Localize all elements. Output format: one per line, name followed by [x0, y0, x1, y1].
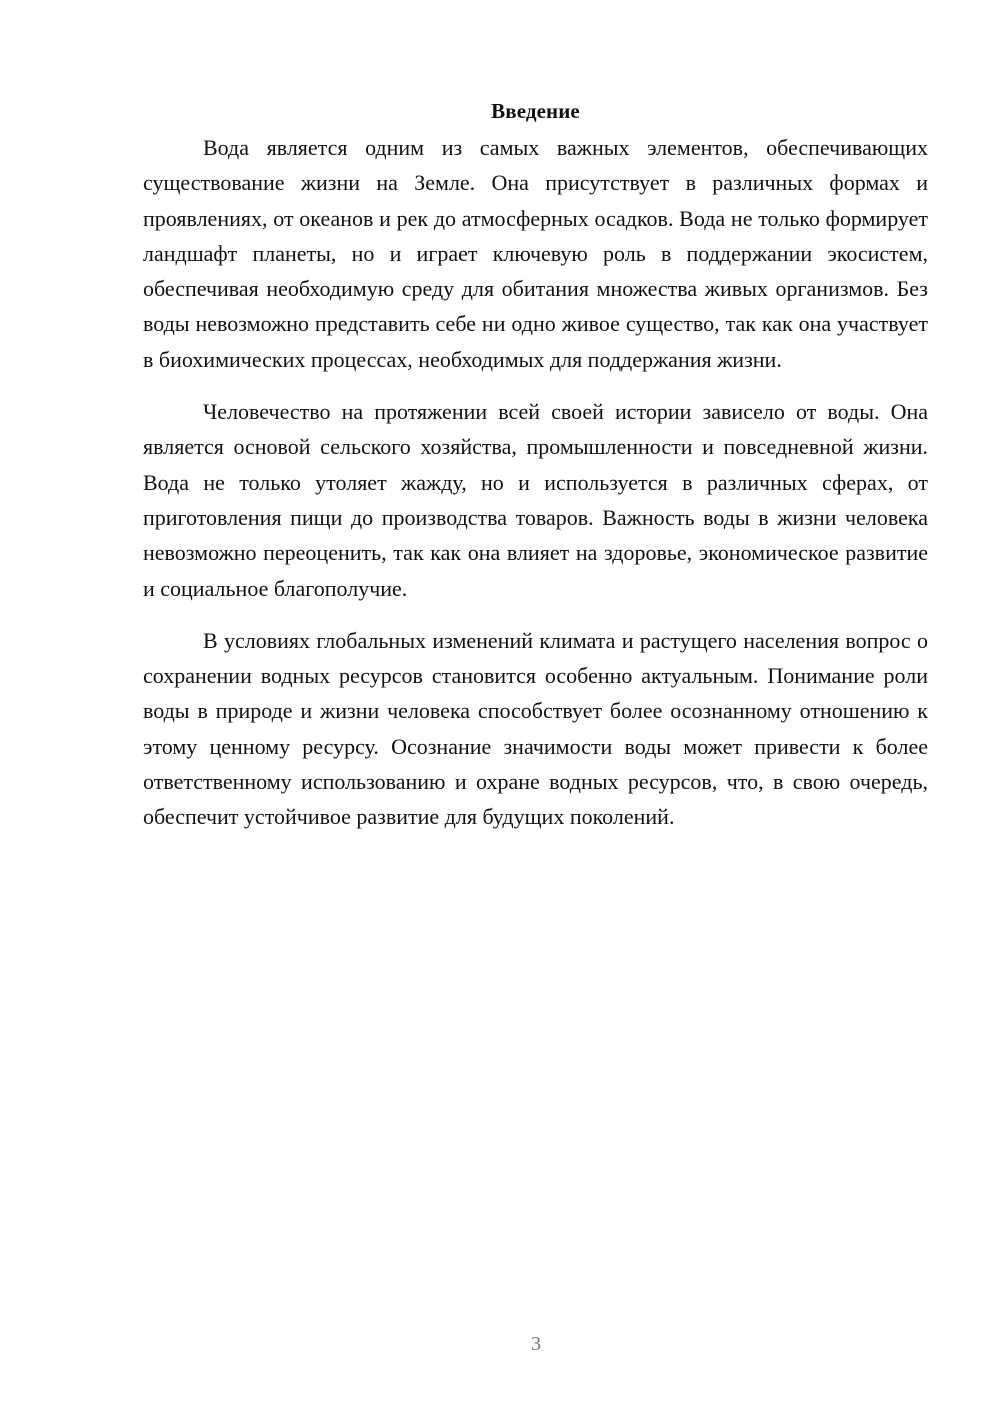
paragraph-2: Человечество на протяжении всей своей истории зависело от воды. Она является основой сельского хозяйства, промышленности и повседневной жизни. Вода не только утоляет жажду, но и используется в различных сферах, от приготовления пищи до производства товаров. Важность воды в жизни человека невозможно переоценить, так как она влияет на здоровье, экономическое развитие и социальное благополучие.	[143, 399, 928, 601]
page-number: 3	[531, 1333, 541, 1355]
paragraph-3: В условиях глобальных изменений климата и растущего населения вопрос о сохранении водных ресурсов становится особенно актуальным. Понимание роли воды в природе и жизни человека способствует более осознанному отношению к этому ценному ресурсу. Осознание значимости воды может привести к более ответственному использованию и охране водных ресурсов, что, в свою очередь, обеспечит устойчивое развитие для будущих поколений.	[143, 627, 928, 830]
section-heading: Введение	[491, 99, 580, 123]
page-content	[143, 96, 928, 835]
paragraph-1: Вода является одним из самых важных элементов, обеспечивающих существование жизни на Земле. Она присутствует в различных формах и проявлениях, от океанов и рек до атмосферных осадков. Вода не только формирует ландшафт планеты, но и играет ключевую роль в поддержании экосистем, обеспечивая необходимую среду для обитания множества живых организмов. Без воды невозможно представить себе ни одно живое существо, так как она участвует в биохимических процессах, необходимых для поддержания жизни.	[143, 135, 928, 372]
